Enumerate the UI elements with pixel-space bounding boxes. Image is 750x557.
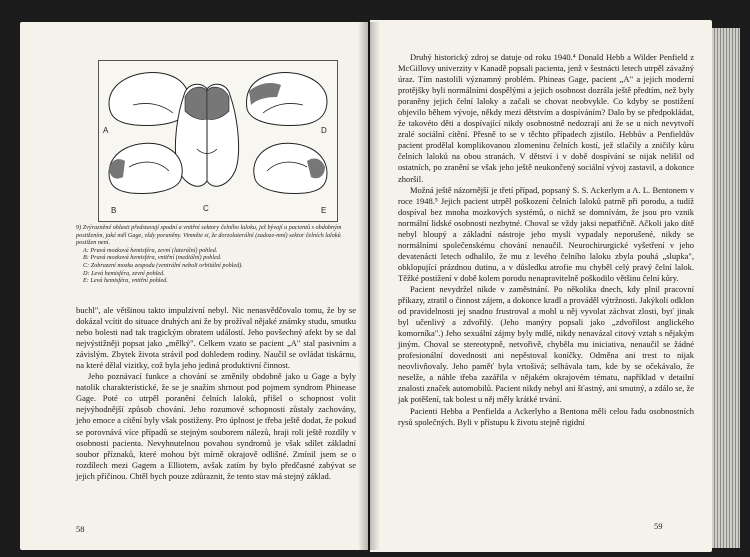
page-number-left: 58	[76, 524, 85, 534]
label-e: E	[321, 206, 327, 215]
caption-item: C: Zobrazení mozku zespodu (ventrální neboli orbitální pohled).	[83, 261, 243, 269]
right-page	[370, 20, 712, 552]
brain-view-c	[175, 84, 238, 186]
paragraph: Možná ještě názornější je třetí případ, popsaný S. S. Ackerlym a A. L. Bentonem v roce 1948.⁵ Jejich pacient utrpěl poškození čelních laloků patrně při porodu, a tudíž dospíval bez mnoha mozkových systémů, o nichž se domnívám, že jsou pro vznik normální lidské osobnosti nezbytné. Choval se vždy jaksi nepatřičně. Ačkoli jako dítě nebyl hloupý a základní nástroje jeho mysli vypadaly neporušené, nikdy se normálními společenskému chování nenaučil. Neurochirurgické vyšetření v jeho devatenácti letech odhalilo, že mu z levého čelního laloku zbyla pouhá „slupka", obklopující prázdnou dutinu, a v důsledku atrofie mu chyběl celý pravý čelní lalok. Těžké postižení v době kolem porodu nenapravitelně poškodilo většinu čelní kůry.	[398, 184, 694, 283]
caption-item: B: Pravá mozková hemisféra, vnitřní (mediální) pohled.	[83, 254, 222, 262]
label-b: B	[111, 206, 117, 215]
caption-item: E: Levá hemisféra, vnitřní pohled.	[83, 277, 168, 285]
caption-item: D: Levá hemisféra, zevní pohled.	[83, 269, 165, 277]
brain-view-e	[254, 143, 327, 193]
right-page-text	[398, 52, 694, 428]
label-a: A	[103, 126, 109, 135]
left-page-text	[76, 305, 356, 482]
label-c: C	[203, 204, 209, 213]
book-gutter	[358, 22, 380, 550]
paragraph: Pacient nevydržel nikde v zaměstnání. Po několika dnech, kdy plnil pracovní příkazy, ztratil o činnost zájem, a dokonce kradl a prováděl výtržnosti. Jakýkoli odklon od pravidelnosti jej snadno frustroval a mohl u něj vyvolat záchvat zlosti, byť jinak byl učenlivý a zdvořilý. (Jeho manýry popsali jako „zdvořilost anglického komorníka".) Jeho sexuální zájmy byly mdlé, nikdy nenavázal citový vztah s nějakým jiným. Choval se stereotypně, netvořivě, chyběla mu iniciativa, nenaučil se žádné profesionální dovednosti ani nepěstoval koníčky. Odměna ani trest to nijak neovlivňovaly. Jeho paměť byla vrtošivá; selhávala tam, kde by se očekávalo, že neselže, a náhle třeba zazářila v nějakém okrajovém tématu, například v detailní znalosti značek automobilů. Pacient nikdy nebyl ani šťastný, ani smutný, a zdálo se, že jak potěšení, tak bolest u něj měly krátké trvání.	[398, 283, 694, 405]
brain-view-b	[109, 143, 182, 193]
paragraph: Druhý historický zdroj se datuje od roku 1940.⁴ Donald Hebb a Wilder Penfield z McGillovy univerzity v Kanadě popsali pacienta, jenž v šestnácti letech utrpěl závažný úraz. Tím nastolili významný problém. Phineas Gage, pacient „A" a jejich moderní protějšky byli normálními dospělými a jejich osobnost dozrála ještě předtím, než byly poraněny jejich čelní laloky a začali se chovat neobvykle. Co kdyby se postižení objevilo během vývoje, někdy mezi dětstvím a dospíváním? Dalo by se předpokládat, že takovéto děti a dospívající nikdy osobnostně nedozrají ani že se u nich nevytvoří zralé sociální cítění. Přesně to se v těchto případech zjistilo. Hebbův a Penfieldův pacient prodělal komplikovanou zlomeninu čelních kostí, jež stlačily a zničily kůru čelních laloků na obou stranách. V dětství i v době dospívání se nijak nelišil od ostatních, po zranění se však jeho ještě neukončený sociální vývoj zastavil, a dokonce zhoršil.	[398, 52, 694, 184]
caption-main: 9) Zvýrazněné oblasti představují spodní a vnitřní sektory čelního laloku, jež bývají u pacientů s obdobným postižením, jaké měl Gage, vždy poraněny. Vimněte si, že dorzolaterální (zadoze-mní) sektor čelních laloků postižen není.	[76, 224, 342, 247]
brain-figure	[98, 60, 338, 222]
caption-item: A: Pravá mozková hemisféra, zevní (laterální) pohled.	[83, 246, 218, 254]
label-d: D	[321, 126, 327, 135]
paragraph: Pacienti Hebba a Penfielda a Ackerlyho a Bentona měli celou řadu osobnostních rysů společných. Byli v přístupu k životu stejně rigidní	[398, 405, 694, 427]
page-edges	[712, 28, 740, 548]
paragraph: Jeho poznávací funkce a chování se změnily obdobně jako u Gage a byly natolik charakteristické, že se je snažím shrnout pod pojmem syndrom Phinease Gage. Poté co utrpěl poranění čelních laloků, přišel o schopnost volit nejvýhodnější způsob chování. Jeho rozumové schopnosti zůstaly zachovány, jeho emoce a cítění byly však postiženy. Pro úplnost je třeba ještě dodat, že pokud se porovnává více případů se stejným souborem nálezů, hraji roli ještě rozdíly v osobnosti pacienta. Nevyhnutelnou povahou syndromů je však sdílet základní soubor příznaků, které mohou být mírně okrajově odlišné. Zmínil jsem se o rozdílech mezi Gagem a Elliotem, avšak zatím by bylo předčasné zabývat se jejich příčinou. Chtěl bych pouze zdůraznit, že tento stav má stejný základ.	[76, 371, 356, 481]
brain-diagram	[99, 61, 337, 221]
left-page	[20, 22, 368, 550]
page-number-right: 59	[654, 521, 663, 531]
brain-view-d	[247, 73, 327, 126]
paragraph: buchl", ale většinou takto impulzivní nebyl. Nic nenasvědčovalo tomu, že by se dokázal vcítit do situace druhých ani že by prožíval nějaké známky studu, smutku nebo bolesti nad tak tragickým obratem událostí. Jeho povšechný afekt by se dal nejvýstižněji popsat jako „mělký". Celkem vzato se pacient „A" stal pasivním a závislým. Zbytek života strávil pod dohledem rodiny. Naučil se ovládat tiskárnu, na které dělal vizitky, což byla jeho jediná produktivní činnost.	[76, 305, 356, 371]
figure-caption	[76, 224, 346, 285]
brain-view-a	[109, 73, 189, 126]
